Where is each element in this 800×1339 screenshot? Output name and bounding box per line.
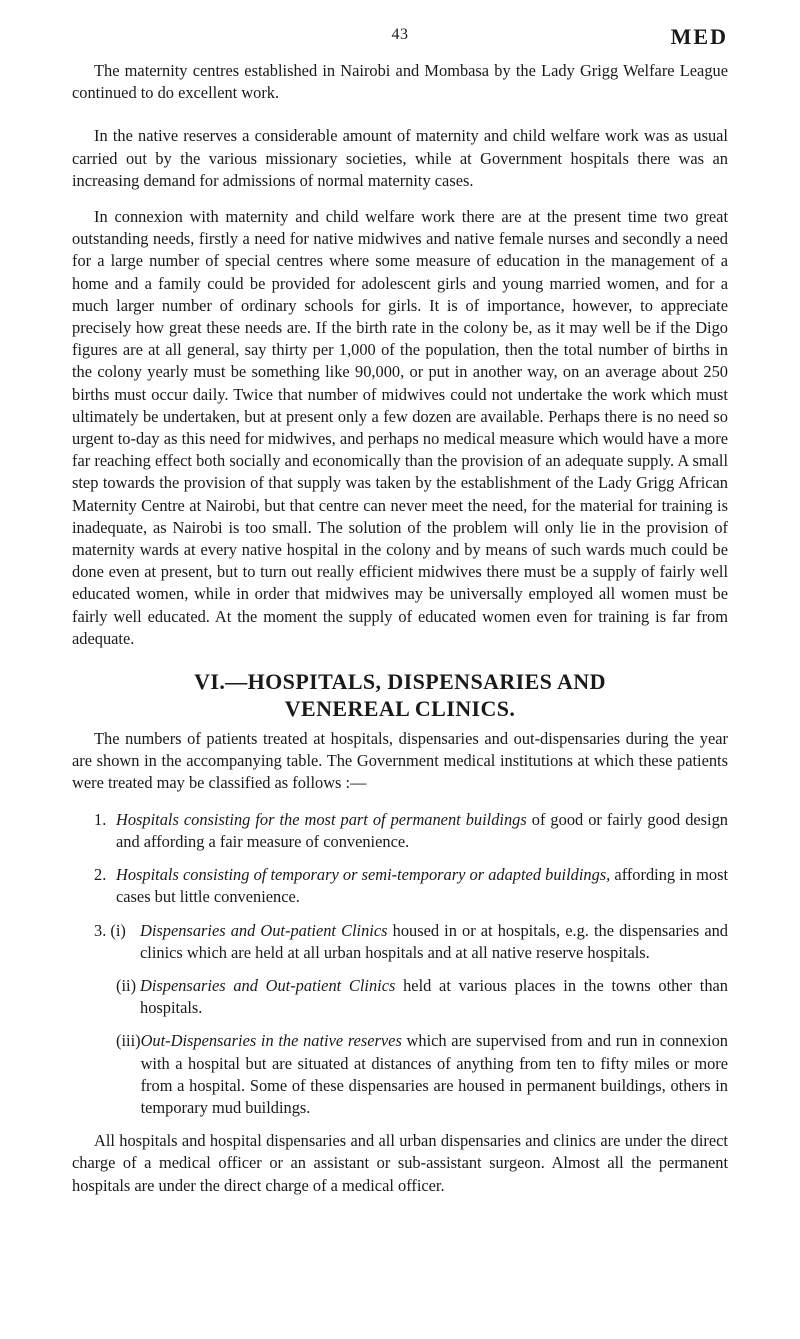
list-item-italic: Out-Dispensaries in the native reserves (140, 1031, 402, 1051)
list-item-number: 3. (i) (94, 920, 126, 940)
list-item-1 (72, 809, 728, 853)
section-heading-line-2: VENEREAL CLINICS. (284, 696, 516, 722)
list-item-italic: Dispensaries and Out-patient Clinics (140, 975, 396, 995)
list-item-text: which are supervised from and run in connexion with a hospital but are situated at distances of anything from ten to fifty miles or more from a hospital. Some of these dispensaries are housed in permanent buildings, others in temporary mud buildings. (140, 1031, 728, 1117)
list-item-text: housed in or at hospitals, e.g. the dispensaries and clinics which are held at all urban hospitals and at all native reserve hospitals. (140, 920, 728, 962)
list-item-italic: Dispensaries and Out-patient Clinics (140, 920, 388, 940)
section-intro-paragraph: The numbers of patients treated at hospitals, dispensaries and out-dispensaries during the year are shown in the accompanying table. The Government medical institutions at which these patients were treated may be classified as follows :— (72, 729, 728, 793)
list-item-number: (ii) (116, 975, 137, 995)
institution-classification-list (72, 809, 728, 1119)
list-item-3-i (72, 920, 728, 964)
list-item-body (116, 809, 728, 853)
paragraph-maternity-centres: The maternity centres established in Nairobi and Mombasa by the Lady Grigg Welfare League continued to do excellent work. (72, 61, 728, 103)
list-item-italic: Hospitals consisting of temporary or semi-temporary or adapted buildings, (116, 865, 611, 885)
list-item-text: affording in most cases but little convenience. (116, 865, 728, 907)
page-number: 43 (391, 26, 409, 43)
list-item-body (140, 920, 728, 964)
running-head: MED (670, 24, 728, 49)
paragraph-outstanding-needs: In connexion with maternity and child welfare work there are at the present time two great outstanding needs, firstly a need for native midwives and native female nurses and secondly a need for a large number of special centres where some measure of education in the management of a home and a family could be provided for adolescent girls and young married women, and for a much larger number of ordinary schools for girls. It is of importance, however, to appreciate precisely how great these needs are. If the birth rate in the colony be, as it may well be if the Digo figures are at all general, say thirty per 1,000 of the population, then the total number of births in the colony yearly must be something like 90,000, or put in another way, on an average about 250 births must occur daily. Twice that number of midwives could not undertake the work which must ultimately be undertaken, but at present only a few dozen are available. Perhaps there is no need so urgent to-day as this need for midwives, and perhaps no medical measure which would have a more far reaching effect both socially and economically than the provision of an adequate supply. A small step towards the provision of that supply was taken by the establishment of the Lady Grigg African Maternity Centre at Nairobi, but that centre can never meet the need, for the material for training is inadequate, as Nairobi is too small. The solution of the problem will only lie in the provision of maternity wards at every native hospital in the colony and by means of such wards much could be done even at present, but to turn out really efficient midwives there must be a supply of fairly well educated women, while in order that midwives may be universally employed all women must be fairly well educated. At the moment the supply of educated women even for training is far from adequate. (72, 207, 728, 648)
section-heading-line-1: VI.—HOSPITALS, DISPENSARIES AND (194, 669, 606, 695)
paragraph-closing: All hospitals and hospital dispensaries and all urban dispensaries and clinics are under the direct charge of a medical officer or an assistant or sub-assistant surgeon. Almost all the permanent hospitals are under the direct charge of a medical officer. (72, 1131, 728, 1195)
list-item-number: 1. (94, 809, 107, 829)
list-item-body (116, 864, 728, 908)
list-item-3-iii (72, 1030, 728, 1119)
section-heading (72, 668, 728, 722)
page-header (72, 26, 728, 60)
list-item-number: 2. (94, 865, 107, 885)
list-item-body (140, 975, 728, 1019)
list-item-italic: Hospitals consisting for the most part of permanent buildings (116, 809, 527, 829)
paragraph-native-reserves: In the native reserves a considerable amount of maternity and child welfare work was as usual carried out by the various missionary societies, while at Government hospitals there was an increasing demand for admissions of normal maternity cases. (72, 126, 728, 190)
list-item-text: of good or fairly good design and affording a fair measure of convenience. (116, 809, 728, 851)
list-item-3-ii (72, 975, 728, 1019)
list-item-2 (72, 864, 728, 908)
list-item-text: held at various places in the towns other than hospitals. (140, 975, 728, 1018)
list-item-body (141, 1030, 728, 1119)
list-item-number: (iii) (116, 1031, 141, 1051)
